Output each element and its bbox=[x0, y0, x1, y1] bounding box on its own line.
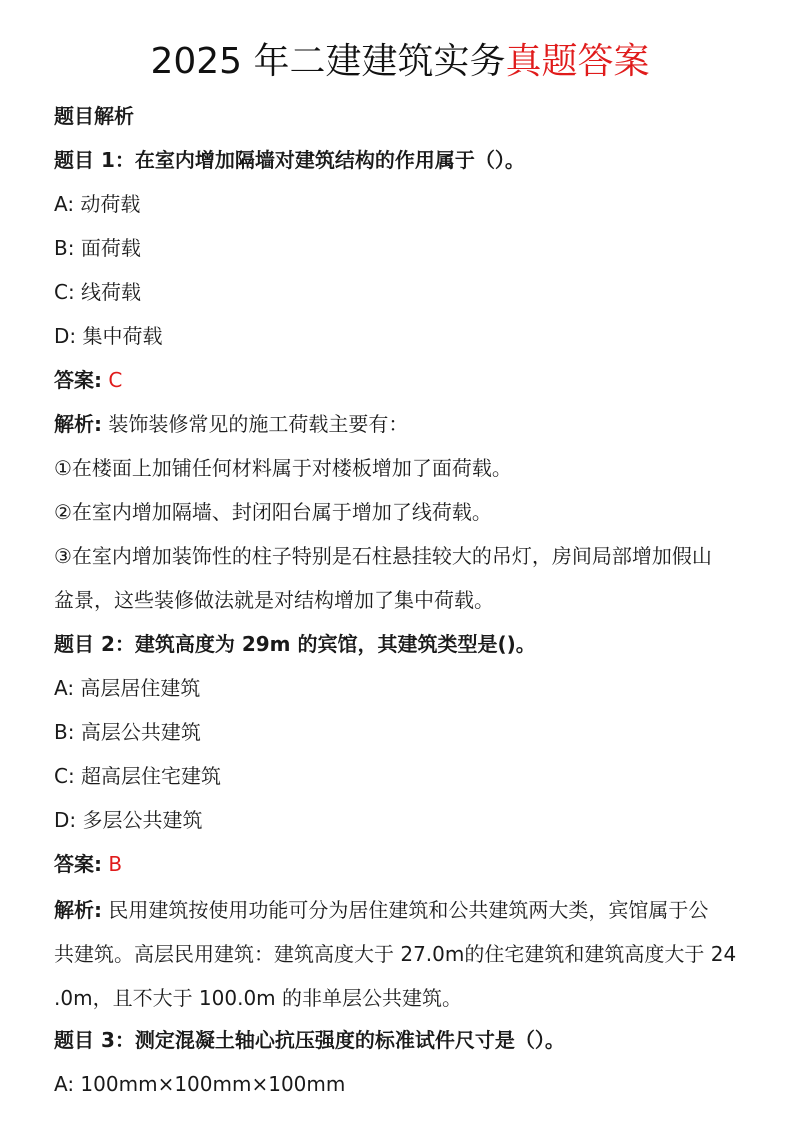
q2-analysis bbox=[54, 896, 770, 924]
q1-option-a: A: 动荷载 bbox=[54, 192, 141, 216]
q2-answer bbox=[54, 850, 770, 878]
page-title bbox=[0, 38, 800, 86]
q1-option-d: D: 集中荷载 bbox=[54, 324, 163, 348]
answer-label: 答案: bbox=[54, 368, 102, 392]
q2-option-c: C: 超高层住宅建筑 bbox=[54, 764, 222, 788]
q2-analysis-line: 共建筑。高层民用建筑：建筑高度大于 27.0m的住宅建筑和建筑高度大于 24 bbox=[54, 942, 737, 966]
analysis-label: 解析: bbox=[54, 412, 102, 436]
analysis-text: 民用建筑按使用功能可分为居住建筑和公共建筑两大类，宾馆属于公 bbox=[108, 898, 709, 922]
title-highlight: 真题答案 bbox=[505, 41, 650, 82]
q1-option-c: C: 线荷载 bbox=[54, 280, 142, 304]
q1-option-b: B: 面荷载 bbox=[54, 236, 141, 260]
q2-analysis-line: .0m，且不大于 100.0m 的非单层公共建筑。 bbox=[54, 986, 463, 1010]
analysis-label: 解析: bbox=[54, 898, 102, 922]
q2-option-b: B: 高层公共建筑 bbox=[54, 720, 201, 744]
question-3: 题目 3：测定混凝土轴心抗压强度的标准试件尺寸是（）。 bbox=[54, 1028, 565, 1052]
q1-analysis-line: ③在室内增加装饰性的柱子特别是石柱悬挂较大的吊灯，房间局部增加假山 bbox=[54, 544, 712, 568]
answer-value: C bbox=[108, 368, 123, 392]
q3-option-a: A: 100mm×100mm×100mm bbox=[54, 1072, 346, 1096]
question-1: 题目 1：在室内增加隔墙对建筑结构的作用属于（）。 bbox=[54, 148, 525, 172]
q2-option-a: A: 高层居住建筑 bbox=[54, 676, 201, 700]
question-2: 题目 2：建筑高度为 29m 的宾馆，其建筑类型是()。 bbox=[54, 632, 536, 656]
section-heading: 题目解析 bbox=[54, 104, 134, 128]
title-main: 2025 年二建建筑实务 bbox=[150, 41, 506, 82]
q1-analysis-line: ②在室内增加隔墙、封闭阳台属于增加了线荷载。 bbox=[54, 500, 492, 524]
q1-answer bbox=[54, 366, 770, 394]
q2-option-d: D: 多层公共建筑 bbox=[54, 808, 203, 832]
q1-analysis-line: 盆景，这些装修做法就是对结构增加了集中荷载。 bbox=[54, 588, 494, 612]
answer-label: 答案: bbox=[54, 852, 102, 876]
analysis-text: 装饰装修常见的施工荷载主要有： bbox=[108, 412, 409, 436]
answer-value: B bbox=[108, 852, 123, 876]
q1-analysis bbox=[54, 410, 770, 438]
q1-analysis-line: ①在楼面上加铺任何材料属于对楼板增加了面荷载。 bbox=[54, 456, 512, 480]
